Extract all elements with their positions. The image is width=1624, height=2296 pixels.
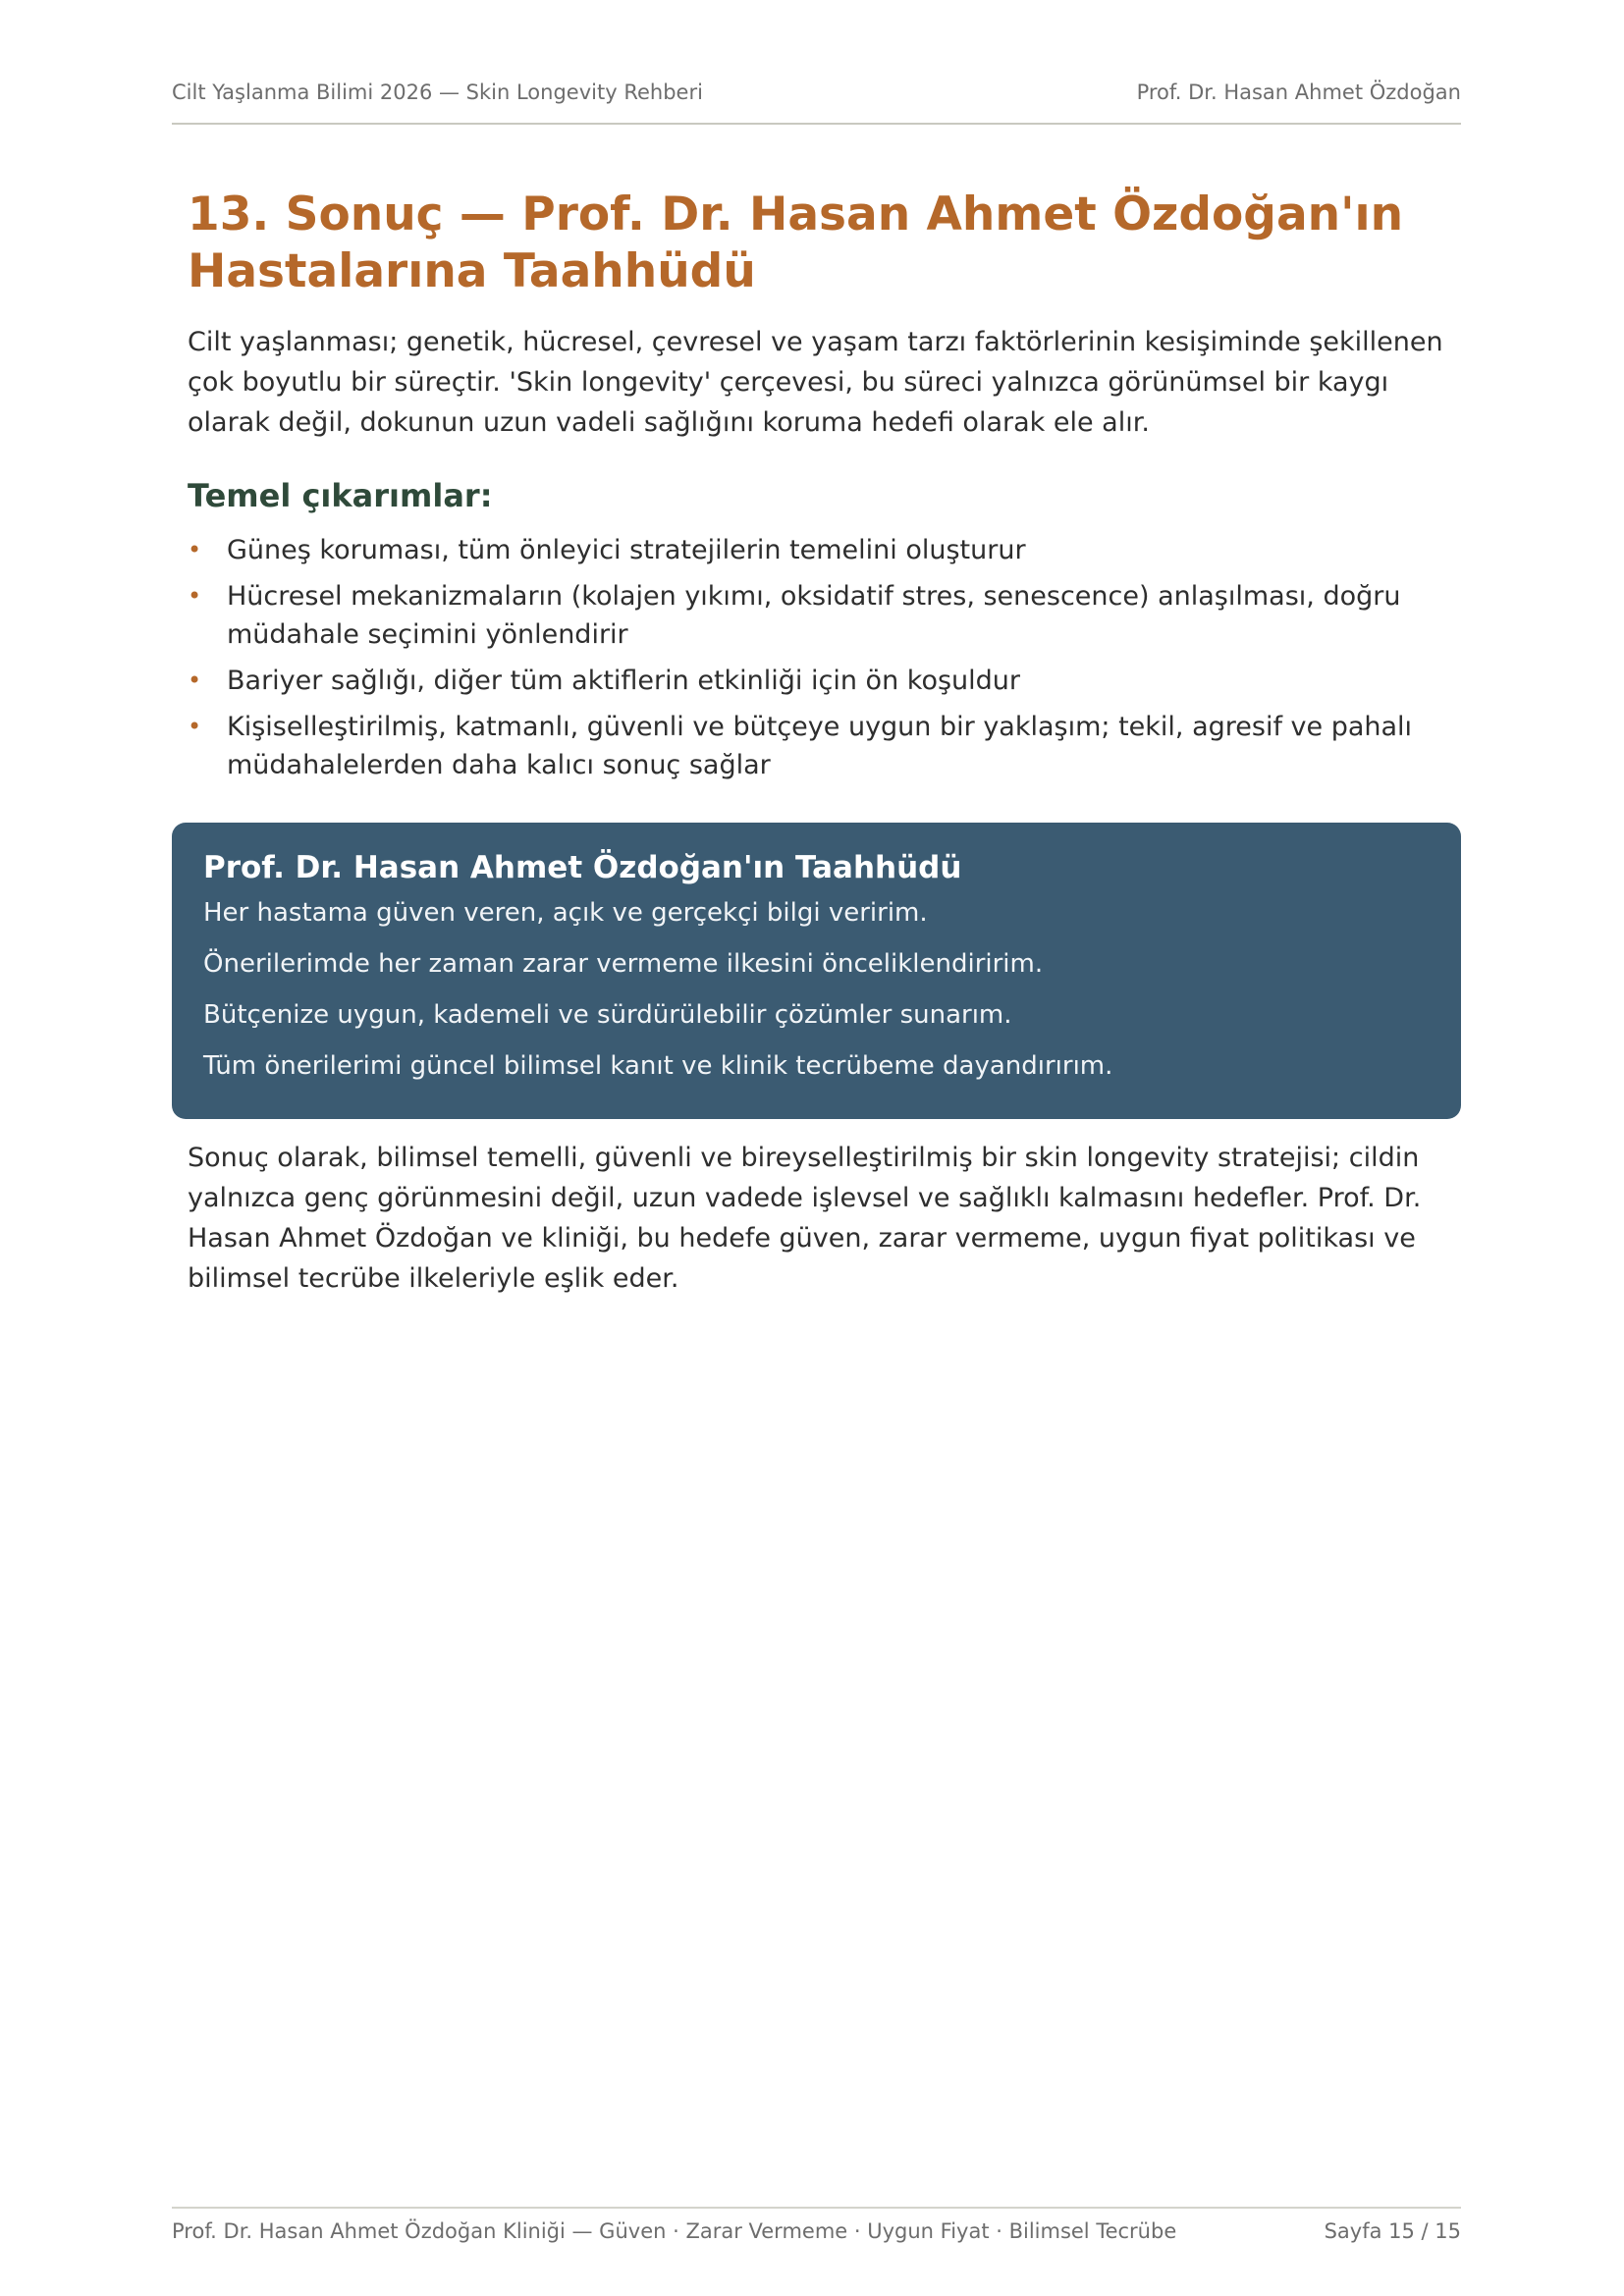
page-header — [172, 79, 1461, 125]
commitment-box — [172, 823, 1461, 1119]
commitment-item: Her hastama güven veren, açık ve gerçekçi bilgi veririm. — [203, 898, 928, 928]
header-author: Prof. Dr. Hasan Ahmet Özdoğan — [1136, 80, 1461, 104]
list-item — [188, 662, 1464, 700]
section-title: 13. Sonuç — Prof. Dr. Hasan Ahmet Özdoğan'ın Hastalarına Taahhüdü — [188, 187, 1404, 298]
bullet-icon: • — [188, 667, 202, 694]
page-footer — [172, 2207, 1461, 2256]
bullet-icon: • — [188, 536, 202, 563]
header-document-title: Cilt Yaşlanma Bilimi 2026 — Skin Longevity Rehberi — [172, 80, 703, 104]
list-item-text: Güneş koruması, tüm önleyici stratejilerin temelini oluşturur — [227, 535, 1026, 565]
bullet-icon: • — [188, 582, 202, 610]
footer-clinic-text: Prof. Dr. Hasan Ahmet Özdoğan Kliniği — Güven · Zarar Vermeme · Uygun Fiyat · Bilimsel Tecrübe — [172, 2219, 1177, 2243]
commitment-item: Tüm önerilerimi güncel bilimsel kanıt ve klinik tecrübeme dayandırırım. — [203, 1051, 1113, 1081]
list-item — [188, 708, 1464, 784]
conclusion-section — [188, 1138, 1464, 1299]
main-content — [188, 187, 1464, 792]
commitment-item: Önerilerimde her zaman zarar vermeme ilkesini önceliklendiririm. — [203, 949, 1044, 979]
takeaways-list — [188, 531, 1464, 784]
takeaways-heading: Temel çıkarımlar: — [188, 477, 493, 514]
commitment-title: Prof. Dr. Hasan Ahmet Özdoğan'ın Taahhüdü — [203, 850, 962, 885]
list-item — [188, 531, 1464, 569]
intro-paragraph: Cilt yaşlanması; genetik, hücresel, çevresel ve yaşam tarzı faktörlerinin kesişiminde şekillenen çok boyutlu bir süreçtir. 'Skin longevity' çerçevesi, bu süreci yalnızca görünümsel bir kaygı olarak değil, dokunun uzun vadeli sağlığını koruma hedefi olarak ele alır. — [188, 327, 1443, 438]
list-item-text: Bariyer sağlığı, diğer tüm aktiflerin etkinliği için ön koşuldur — [227, 666, 1020, 696]
conclusion-paragraph: Sonuç olarak, bilimsel temelli, güvenli ve bireyselleştirilmiş bir skin longevity stratejisi; cildin yalnızca genç görünmesini değil, uzun vadede işlevsel ve sağlıklı kalmasını hedefler. Prof. Dr. Hasan Ahmet Özdoğan ve kliniği, bu hedefe güven, zarar vermeme, uygun fiyat politikası ve bilimsel tecrübe ilkeleriyle eşlik eder. — [188, 1143, 1422, 1294]
commitment-item: Bütçenize uygun, kademeli ve sürdürülebilir çözümler sunarım. — [203, 1000, 1012, 1030]
list-item-text: Hücresel mekanizmaların (kolajen yıkımı, oksidatif stres, senescence) anlaşılması, doğru müdahale seçimini yönlendirir — [227, 581, 1401, 650]
list-item-text: Kişiselleştirilmiş, katmanlı, güvenli ve bütçeye uygun bir yaklaşım; tekil, agresif ve pahalı müdahalelerden daha kalıcı sonuç sağlar — [227, 712, 1413, 780]
bullet-icon: • — [188, 713, 202, 740]
page-number: Sayfa 15 / 15 — [1324, 2219, 1461, 2243]
list-item — [188, 577, 1464, 654]
